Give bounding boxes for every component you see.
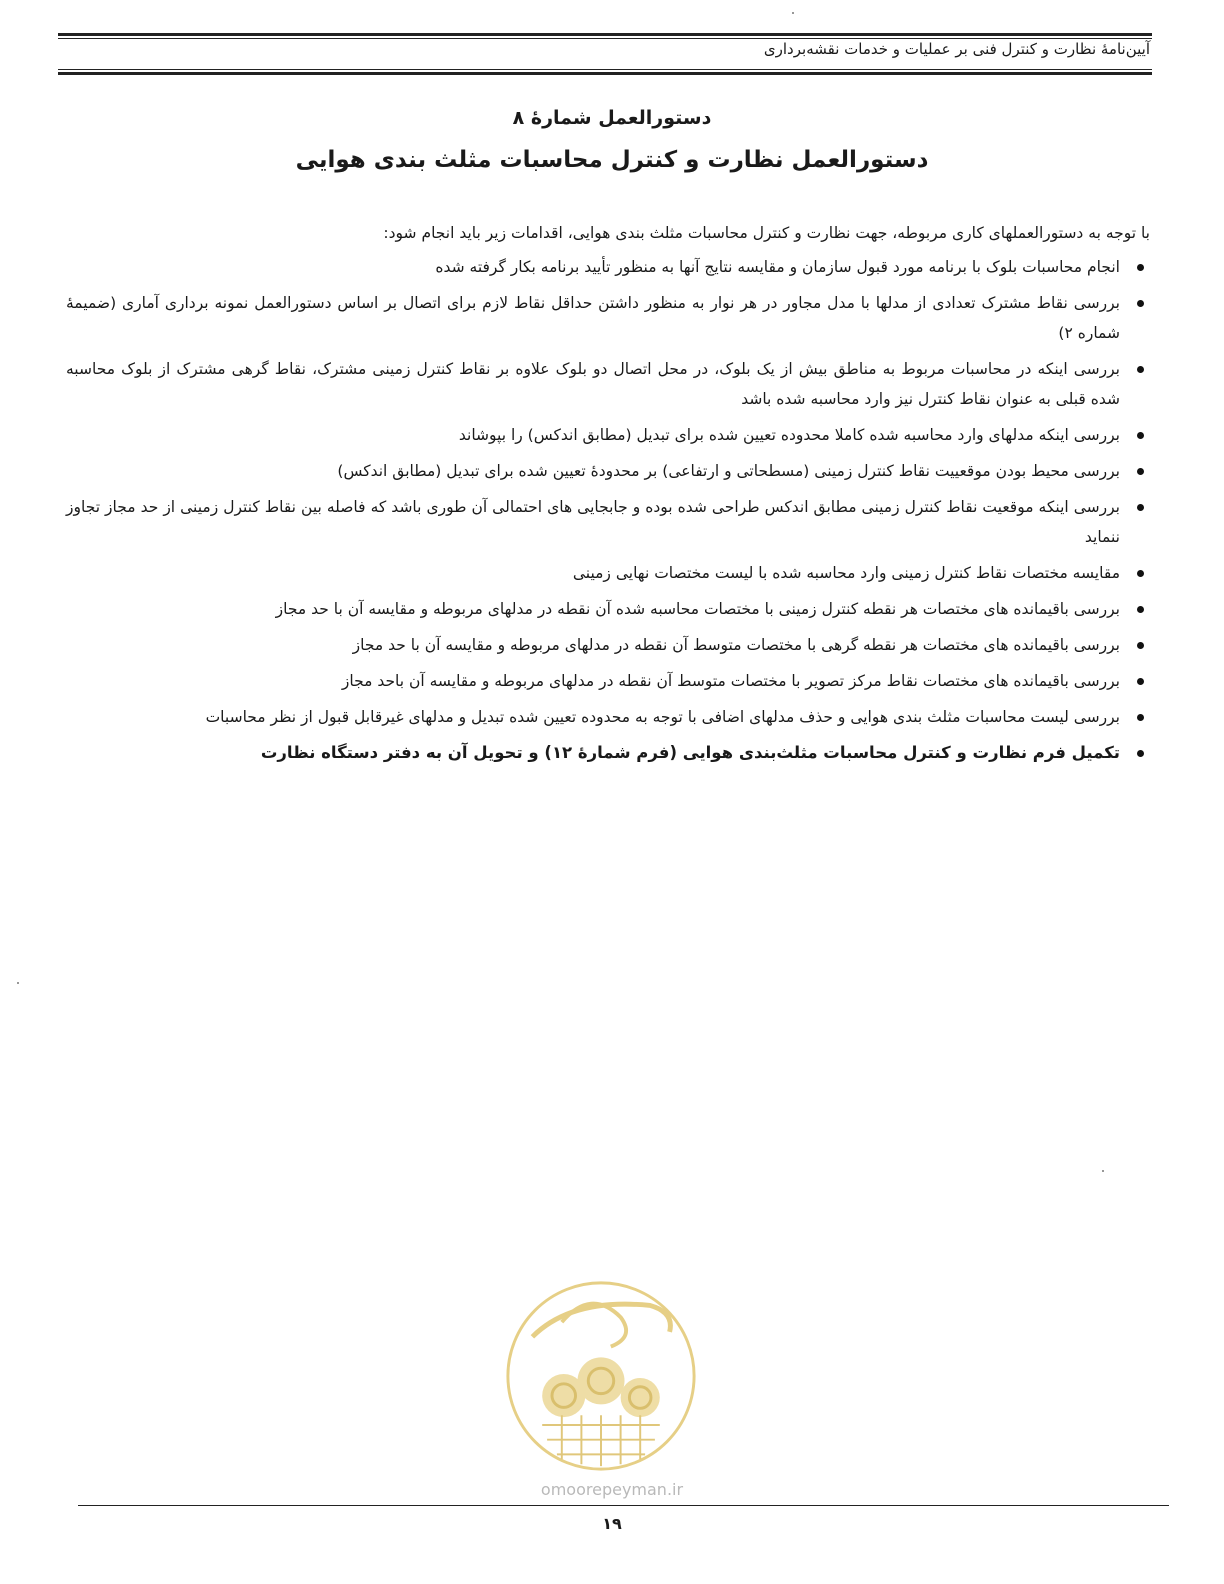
list-item (66, 354, 1150, 414)
scan-speck (1102, 1170, 1104, 1172)
list-item-text: بررسی نقاط مشترک تعدادی از مدلها با مدل مجاور در هر نوار به منظور داشتن حداقل نقاط لازم برای اتصال بر اساس دستورالعمل نمونه برداری آماری (ضمیمهٔ شماره ۲) (66, 294, 1120, 342)
list-item-text: انجام محاسبات بلوک با برنامه مورد قبول سازمان و مقایسه نتایج آنها به منظور تأیید برنامه بکار گرفته شده (435, 258, 1120, 276)
list-item-text: مقایسه مختصات نقاط کنترل زمینی وارد محاسبه شده با لیست مختصات نهایی زمینی (572, 564, 1120, 582)
steps-list (66, 252, 1150, 768)
watermark-seal-logo (503, 1278, 699, 1474)
list-item (66, 420, 1150, 450)
list-item (66, 288, 1150, 348)
bullet-icon (1137, 432, 1144, 439)
bullet-icon (1137, 678, 1144, 685)
header-bottom-rule (58, 69, 1152, 75)
list-item-text: بررسی باقیمانده های مختصات نقاط مرکز تصویر با مختصات متوسط آن نقطه در مدلهای مربوطه و مقایسه آن باحد مجاز (341, 672, 1120, 690)
instruction-title: دستورالعمل نظارت و کنترل محاسبات مثلث بندی هوایی (295, 147, 929, 173)
list-item (66, 252, 1150, 282)
list-item-text: بررسی اینکه موقعیت نقاط کنترل زمینی مطابق اندکس طراحی شده بوده و جابجایی های احتمالی آن طوری باشد که فاصله بین نقاط کنترل زمینی از حد مجاز تجاوز ننماید (66, 498, 1120, 546)
bullet-icon (1137, 264, 1144, 271)
body-content (66, 218, 1150, 774)
scan-speck (792, 12, 794, 14)
list-item (66, 594, 1150, 624)
bullet-icon (1137, 504, 1144, 511)
running-head: آیین‌نامهٔ نظارت و کنترل فنی بر عملیات و خدمات نقشه‌برداری (763, 40, 1150, 58)
watermark-url: omoorepeyman.ir (540, 1480, 684, 1499)
bullet-icon (1137, 714, 1144, 721)
bullet-icon (1137, 750, 1144, 757)
intro-paragraph: با توجه به دستورالعملهای کاری مربوطه، جهت نظارت و کنترل محاسبات مثلث بندی هوایی، اقدامات زیر باید انجام شود: (383, 224, 1150, 242)
list-item (66, 630, 1150, 660)
instruction-number: دستورالعمل شمارهٔ ۸ (512, 107, 712, 129)
list-item-text: بررسی لیست محاسبات مثلث بندی هوایی و حذف مدلهای اضافی با توجه به محدوده تعیین شده تبدیل و مدلهای غیرقابل قبول از نظر محاسبات (205, 708, 1120, 726)
header-top-rule (58, 33, 1152, 39)
bullet-icon (1137, 606, 1144, 613)
list-item-text: بررسی محیط بودن موقعییت نقاط کنترل زمینی (مسطحاتی و ارتفاعی) بر محدودهٔ تعیین شده برای تبدیل (مطابق اندکس) (337, 462, 1120, 480)
list-item-text: بررسی اینکه مدلهای وارد محاسبه شده کاملا محدوده تعیین شده برای تبدیل (مطابق اندکس) را بپوشاند (458, 426, 1120, 444)
list-item-text: بررسی باقیمانده های مختصات هر نقطه گرهی با مختصات متوسط آن نقطه در مدلهای مربوطه و مقایسه آن با حد مجاز (352, 636, 1120, 654)
bullet-icon (1137, 300, 1144, 307)
list-item (66, 702, 1150, 732)
list-item (66, 558, 1150, 588)
footer-rule (78, 1505, 1169, 1506)
bullet-icon (1137, 642, 1144, 649)
bullet-icon (1137, 570, 1144, 577)
list-item-final (66, 738, 1150, 768)
list-item-text: بررسی اینکه در محاسبات مربوط به مناطق بیش از یک بلوک، در محل اتصال دو بلوک علاوه بر نقاط کنترل زمینی مشترک، نقاط گرهی مشترک از بلوک محاسبه شده قبلی به عنوان نقاط کنترل نیز وارد محاسبه شده باشد (66, 360, 1120, 408)
list-item (66, 456, 1150, 486)
list-item (66, 666, 1150, 696)
bullet-icon (1137, 468, 1144, 475)
list-item-text: بررسی باقیمانده های مختصات هر نقطه کنترل زمینی با مختصات محاسبه شده آن نقطه در مدلهای مربوطه و مقایسه آن با حد مجاز (275, 600, 1120, 618)
list-item-text: تکمیل فرم نظارت و کنترل محاسبات مثلث‌بندی هوایی (فرم شمارهٔ ۱۲) و تحویل آن به دفتر دستگاه نظارت (260, 743, 1120, 762)
page-number: ۱۹ (602, 1514, 622, 1533)
title-block (0, 100, 1224, 178)
scan-speck (17, 982, 19, 984)
list-item (66, 492, 1150, 552)
bullet-icon (1137, 366, 1144, 373)
